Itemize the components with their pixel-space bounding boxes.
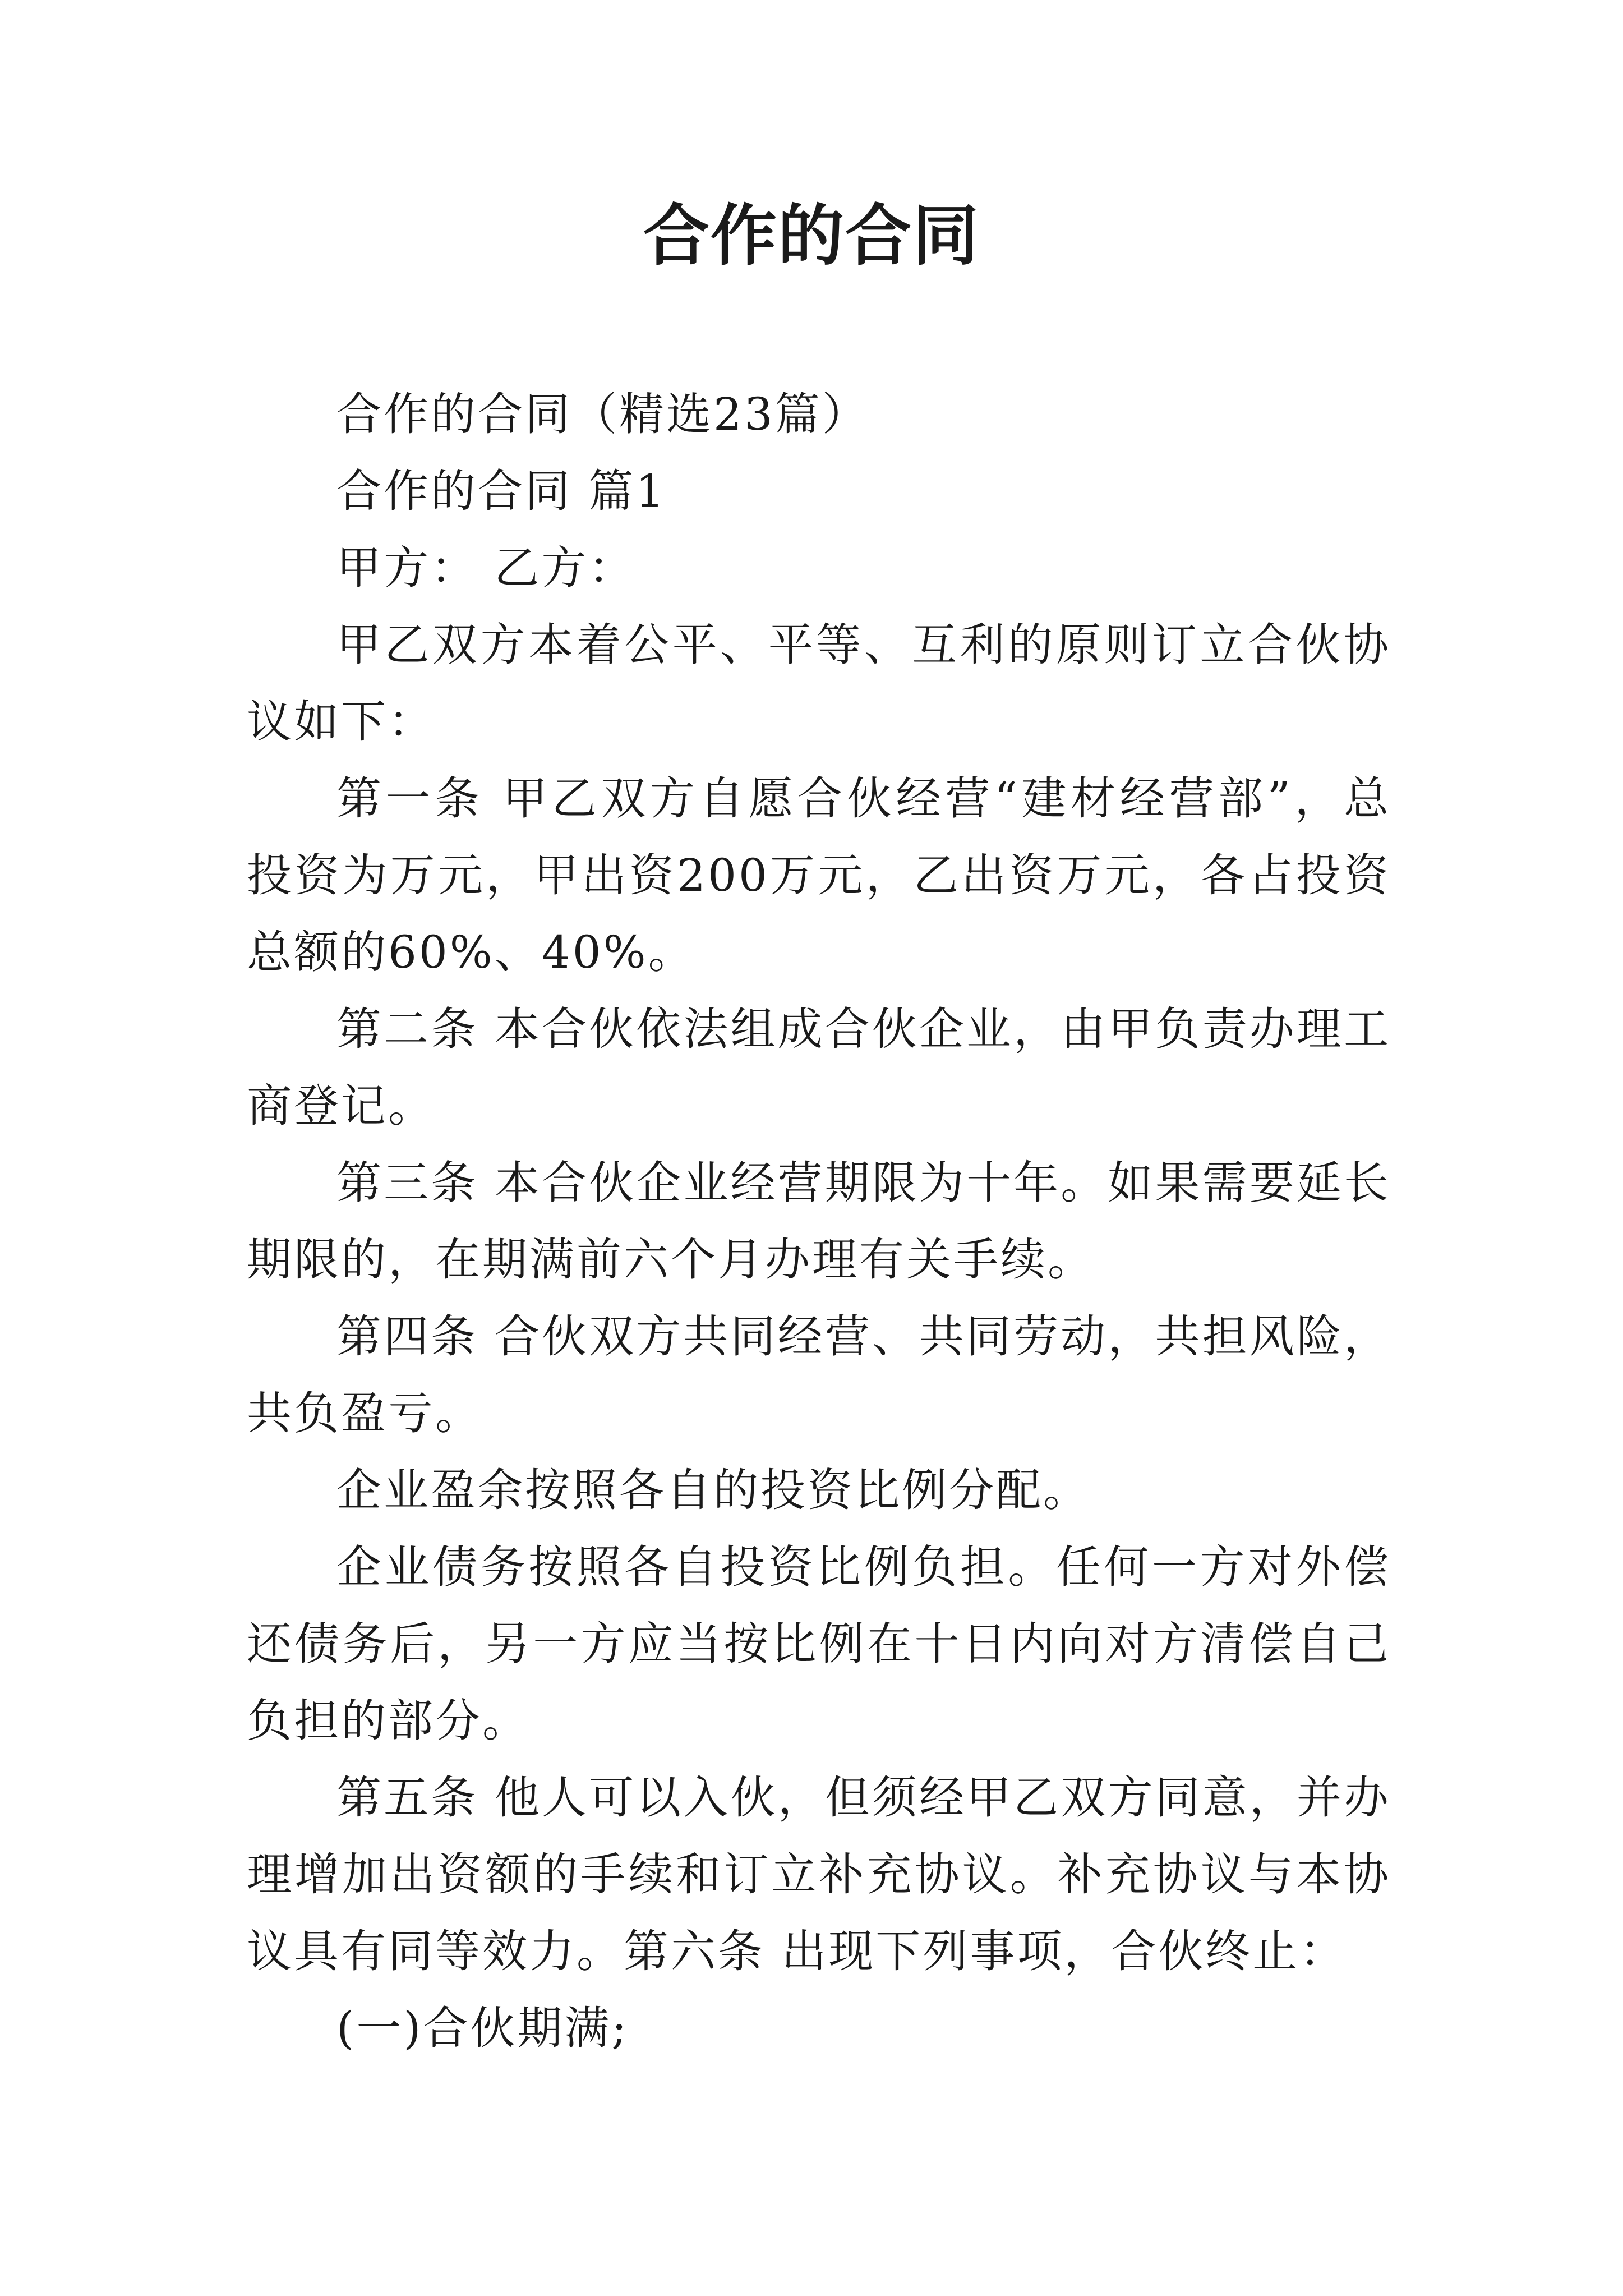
paragraph-preamble: 甲乙双方本着公平、平等、互利的原则订立合伙协议如下： <box>247 619 1391 748</box>
document-title: 合作的合同 <box>643 196 980 274</box>
paragraph-parties: 甲方： 乙方： <box>336 542 636 594</box>
document-body <box>247 376 1391 2067</box>
paragraph-article-1: 第一条 甲乙双方自愿合伙经营“建材经营部”，总投资为万元，甲出资200万元，乙出资万元，各占投资总额的60%、40%。 <box>247 772 1391 978</box>
paragraph-section-heading: 合作的合同 篇1 <box>336 465 667 517</box>
paragraph-profit: 企业盈余按照各自的投资比例分配。 <box>336 1464 1090 1516</box>
paragraph-item-1: (一)合伙期满; <box>336 2002 629 2054</box>
paragraph-article-4: 第四条 合伙双方共同经营、共同劳动，共担风险，共负盈亏。 <box>247 1310 1391 1439</box>
paragraph-article-2: 第二条 本合伙依法组成合伙企业，由甲负责办理工商登记。 <box>247 1003 1391 1132</box>
paragraph-subtitle: 合作的合同（精选23篇） <box>336 388 869 440</box>
paragraph-article-5-6: 第五条 他人可以入伙，但须经甲乙双方同意，并办理增加出资额的手续和订立补充协议。补充协议与本协议具有同等效力。第六条 出现下列事项，合伙终止： <box>247 1772 1391 1977</box>
paragraph-article-3: 第三条 本合伙企业经营期限为十年。如果需要延长期限的，在期满前六个月办理有关手续。 <box>247 1157 1391 1286</box>
paragraph-debt: 企业债务按照各自投资比例负担。任何一方对外偿还债务后，另一方应当按比例在十日内向对方清偿自己负担的部分。 <box>247 1541 1391 1747</box>
